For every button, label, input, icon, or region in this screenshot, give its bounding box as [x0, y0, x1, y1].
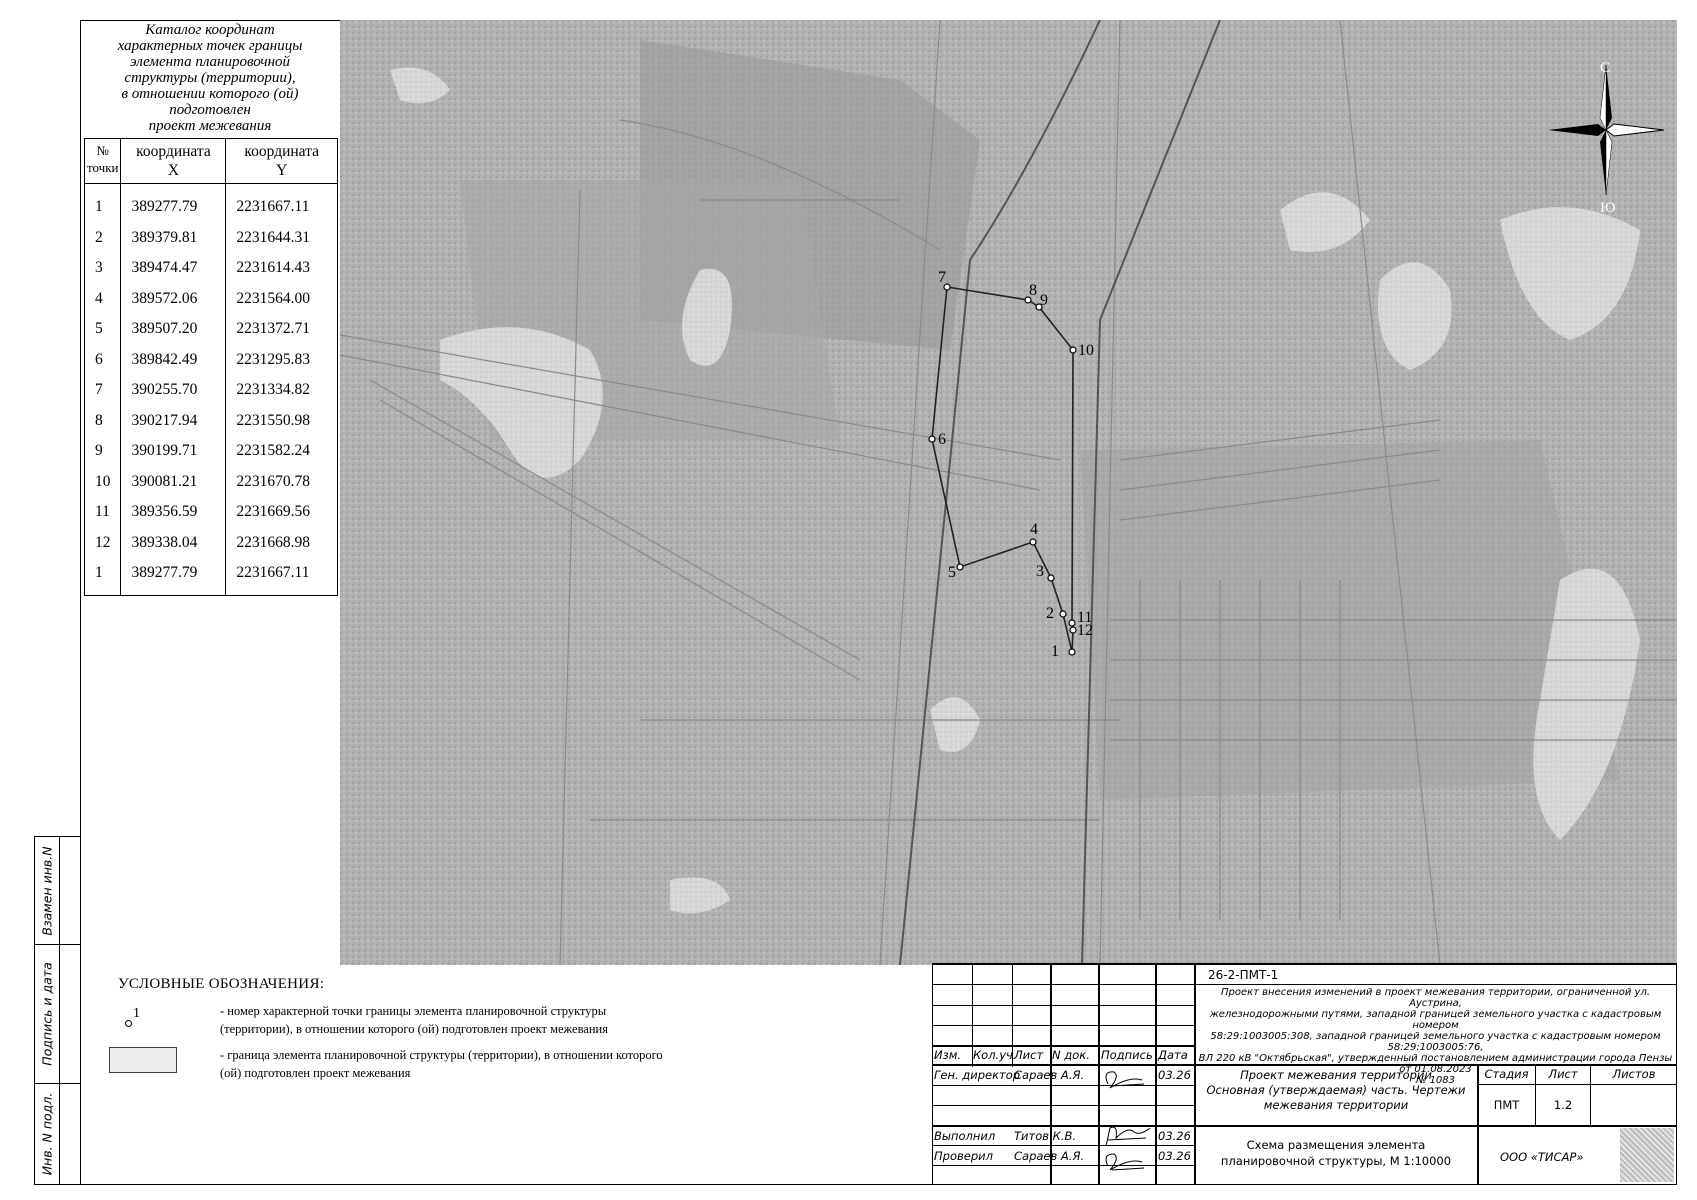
name-checker: Сараев А.Я.	[1014, 1149, 1085, 1163]
catalog-row	[85, 406, 338, 437]
header-sheet: Лист	[1014, 1048, 1044, 1062]
drawing-title: Схема размещения элемента планировочной структуры, М 1:10000	[1220, 1138, 1452, 1168]
catalog-point-number: 1	[85, 558, 121, 595]
legend-point-number: 1	[133, 1006, 140, 1021]
catalog-row	[85, 223, 338, 254]
point-label: 2	[1046, 605, 1054, 622]
catalog-coord-y: 2231644.31	[226, 223, 338, 254]
catalog-point-number: 3	[85, 253, 121, 284]
legend-point-symbol-icon	[125, 1006, 140, 1026]
catalog-coord-x: 390255.70	[121, 375, 226, 406]
date-executor: 03.26	[1158, 1129, 1191, 1143]
point-label: 1	[1051, 643, 1059, 660]
catalog-point-number: 8	[85, 406, 121, 437]
side-label-replaced: Взамен инв.N	[39, 845, 55, 936]
catalog-rows	[85, 184, 338, 596]
catalog-coord-x: 389842.49	[121, 345, 226, 376]
sheet-value: 1.2	[1553, 1098, 1573, 1112]
catalog-coord-y: 2231667.11	[226, 558, 338, 595]
catalog-coord-x: 389356.59	[121, 497, 226, 528]
point-5-marker[interactable]	[957, 564, 963, 570]
legend-point-text: - номер характерной точки границы элемента планировочной структуры (территории), в отношении которого (ой) подготовлен проект межевания	[220, 1004, 608, 1036]
role-executor: Выполнил	[934, 1129, 996, 1143]
catalog-point-number: 5	[85, 314, 121, 345]
side-box-inv	[34, 1083, 81, 1185]
role-checker: Проверил	[934, 1149, 993, 1163]
catalog-coord-y: 2231372.71	[226, 314, 338, 345]
point-label: 10	[1078, 342, 1094, 359]
catalog-point-number: 4	[85, 284, 121, 315]
catalog-point-number: 1	[85, 184, 121, 223]
side-box-replaced	[34, 836, 81, 945]
role-director: Ген. директор	[934, 1068, 1021, 1082]
side-label-sign-date: Подпись и дата	[39, 962, 55, 1066]
point-label: 3	[1036, 563, 1044, 580]
point-1-marker[interactable]	[1069, 649, 1075, 655]
catalog-coord-y: 2231295.83	[226, 345, 338, 376]
coordinate-catalog-table	[84, 138, 338, 596]
catalog-coord-x: 390199.71	[121, 436, 226, 467]
header-coord-x: координата X	[121, 139, 226, 184]
point-label: 5	[948, 564, 956, 581]
catalog-coord-y: 2231670.78	[226, 467, 338, 498]
point-label: 12	[1077, 622, 1093, 639]
point-label: 8	[1029, 282, 1037, 299]
catalog-row	[85, 345, 338, 376]
catalog-point-number: 2	[85, 223, 121, 254]
catalog-coord-y: 2231614.43	[226, 253, 338, 284]
stage-value: ПМТ	[1493, 1098, 1520, 1112]
point-6-marker[interactable]	[929, 436, 935, 442]
header-doc-no: N док.	[1052, 1048, 1090, 1062]
name-director: Сараев А.Я.	[1014, 1068, 1085, 1082]
legend-boundary-text: - граница элемента планировочной структуры (территории), в отношении которого (ой) подготовлен проект межевания	[220, 1048, 663, 1080]
catalog-row	[85, 375, 338, 406]
compass-south: Ю	[1600, 200, 1616, 216]
stage-header: Стадия	[1484, 1067, 1529, 1081]
header-point-number: № точки	[85, 139, 121, 184]
catalog-row	[85, 253, 338, 284]
point-3-marker[interactable]	[1048, 575, 1054, 581]
catalog-coord-y: 2231550.98	[226, 406, 338, 437]
header-coord-y: координата Y	[226, 139, 338, 184]
legend-title: УСЛОВНЫЕ ОБОЗНАЧЕНИЯ:	[118, 976, 325, 992]
point-11-marker[interactable]	[1069, 620, 1075, 626]
catalog-row	[85, 184, 338, 223]
catalog-coord-y: 2231582.24	[226, 436, 338, 467]
catalog-point-number: 6	[85, 345, 121, 376]
catalog-coord-x: 389572.06	[121, 284, 226, 315]
point-label: 11	[1077, 609, 1093, 626]
company-name: ООО «ТИСАР»	[1500, 1150, 1584, 1164]
sheets-header: Листов	[1612, 1067, 1656, 1081]
catalog-point-number: 9	[85, 436, 121, 467]
catalog-coord-x: 390081.21	[121, 467, 226, 498]
catalog-coord-y: 2231564.00	[226, 284, 338, 315]
date-checker: 03.26	[1158, 1149, 1191, 1163]
catalog-coord-y: 2231667.11	[226, 184, 338, 223]
point-label: 6	[938, 431, 946, 448]
side-label-inv: Инв. N подл.	[39, 1092, 55, 1176]
catalog-coord-x: 389277.79	[121, 184, 226, 223]
signatures-icon	[1100, 1066, 1154, 1184]
catalog-row	[85, 467, 338, 498]
catalog-coord-x: 389338.04	[121, 528, 226, 559]
point-10-marker[interactable]	[1070, 347, 1076, 353]
catalog-row	[85, 558, 338, 595]
catalog-coord-y: 2231669.56	[226, 497, 338, 528]
side-box-sign-date	[34, 944, 81, 1084]
catalog-point-number: 11	[85, 497, 121, 528]
company-logo-icon	[1620, 1128, 1674, 1182]
header-signature: Подпись	[1101, 1048, 1153, 1062]
catalog-coord-x: 389507.20	[121, 314, 226, 345]
catalog-point-number: 12	[85, 528, 121, 559]
catalog-row	[85, 497, 338, 528]
point-label: 9	[1040, 292, 1048, 309]
point-4-marker[interactable]	[1030, 539, 1036, 545]
catalog-coord-x: 389474.47	[121, 253, 226, 284]
catalog-row	[85, 314, 338, 345]
header-rev: Изм.	[934, 1048, 962, 1062]
header-date: Дата	[1158, 1048, 1188, 1062]
map-area[interactable]	[340, 20, 1677, 965]
header-count: Кол.уч.	[973, 1048, 1017, 1062]
catalog-row	[85, 436, 338, 467]
catalog-row	[85, 528, 338, 559]
name-executor: Титов К.В.	[1014, 1129, 1077, 1143]
catalog-coord-x: 389277.79	[121, 558, 226, 595]
point-2-marker[interactable]	[1060, 611, 1066, 617]
date-director: 03.26	[1158, 1068, 1191, 1082]
map-canvas	[340, 20, 1677, 965]
sheet-header: Лист	[1548, 1067, 1578, 1081]
catalog-title: Каталог координат характерных точек границы элемента планировочной структуры (территории), в отношении которого (ой) подготовлен проект межевания	[117, 22, 303, 134]
catalog-row	[85, 284, 338, 315]
catalog-coord-y: 2231334.82	[226, 375, 338, 406]
point-label: 4	[1030, 521, 1038, 538]
document-title: Проект межевания территории Основная (утверждаемая) часть. Чертежи межевания территории	[1206, 1068, 1466, 1112]
point-label: 7	[938, 269, 946, 286]
compass-north: С	[1600, 60, 1611, 76]
catalog-coord-x: 390217.94	[121, 406, 226, 437]
document-code: 26-2-ПМТ-1	[1208, 968, 1279, 982]
point-12-marker[interactable]	[1070, 627, 1076, 633]
catalog-point-number: 7	[85, 375, 121, 406]
catalog-coord-x: 389379.81	[121, 223, 226, 254]
legend-boundary-symbol-icon	[109, 1047, 177, 1073]
catalog-point-number: 10	[85, 467, 121, 498]
catalog-coord-y: 2231668.98	[226, 528, 338, 559]
project-description: Проект внесения изменений в проект межевания территории, ограниченной ул. Аустрина, железнодорожными путями, западной границей земельного участка с кадастровым номером 58:29:1003005:308, западной границей земельного участка с кадастровым номером 58:29:1003005:76, ВЛ 220 кВ "Октябрьская", утвержденный постановлением администрации города Пензы от 01.08.2023 № 1083	[1198, 987, 1673, 1086]
